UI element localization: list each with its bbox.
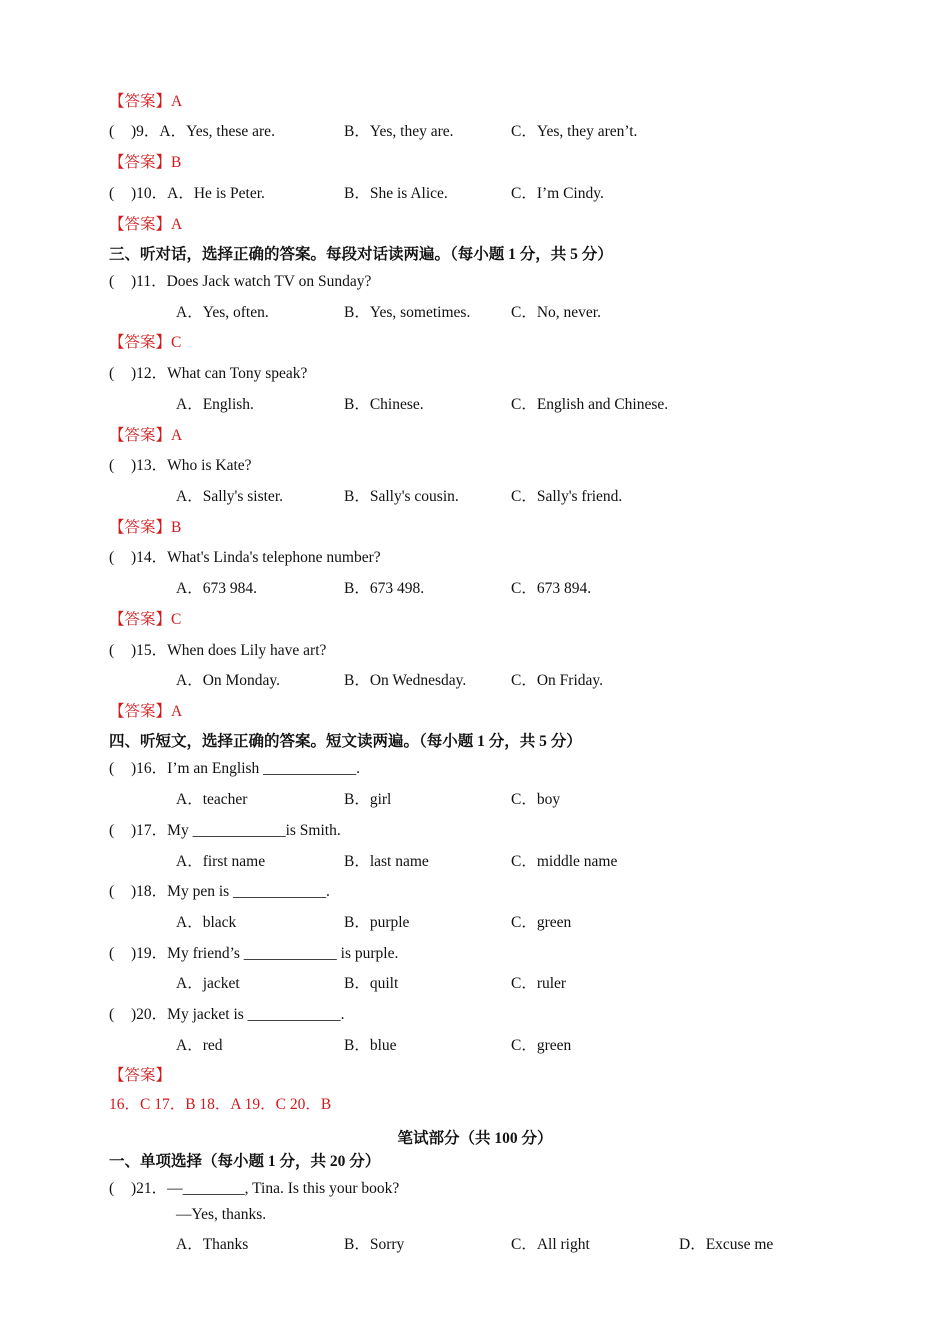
answer-13: 【答案】B <box>109 519 182 536</box>
question-12: ( )12．What can Tony speak? <box>109 365 308 382</box>
answer-16-20-label: 【答案】 <box>109 1067 172 1084</box>
question-18: ( )18．My pen is ____________. <box>109 883 330 900</box>
answer-11: 【答案】C <box>109 334 182 351</box>
answer-10: 【答案】A <box>109 216 183 233</box>
answer-8: 【答案】A <box>109 93 183 110</box>
question-15: ( )15．When does Lily have art? <box>109 642 327 659</box>
question-21-reply: —Yes, thanks. <box>176 1206 267 1223</box>
part-1-heading: 一、单项选择（每小题 1 分，共 20 分） <box>109 1153 381 1170</box>
question-16: ( )16．I’m an English ____________. <box>109 760 361 777</box>
question-21: ( )21．—________, Tina. Is this your book? <box>109 1180 400 1197</box>
question-13: ( )13．Who is Kate? <box>109 457 252 474</box>
answer-14: 【答案】C <box>109 611 182 628</box>
question-19: ( )19．My friend’s ____________ is purple. <box>109 945 399 962</box>
answer-12: 【答案】A <box>109 427 183 444</box>
question-20: ( )20．My jacket is ____________. <box>109 1006 345 1023</box>
question-14: ( )14．What's Linda's telephone number? <box>109 549 381 566</box>
question-10: ( )10．A．He is Peter. B．She is Alice. C．I’m Cindy. <box>109 185 604 202</box>
answer-16-20: 16．C 17．B 18．A 19．C 20．B <box>109 1096 332 1113</box>
written-part-title: 笔试部分（共 100 分） <box>397 1130 553 1147</box>
section-3-heading: 三、听对话，选择正确的答案。每段对话读两遍。（每小题 1 分，共 5 分） <box>109 246 613 263</box>
answer-9: 【答案】B <box>109 154 182 171</box>
exam-page: 【答案】A ( )9．A．Yes, these are. B．Yes, they are. C．Yes, they aren’t. 【答案】B ( )10．A．He is Peter. B．She is Alice. C．I’m Cindy. 【答案】A 三、听对话，选择正确的答案。每段对话读两遍。（每小题 1 分，共 5 分） ( )11．Does Jack watch TV on Sunday? A．Yes, often. B．Yes, sometimes. C．No, never. 【答案】C ( )12．What can Tony speak? A．English. B．Chinese. C．English and Chinese. 【答案】A ( )13．Who is Kate? A．Sally's sister. B．Sally's cousin. C．Sally's friend. 【答案】B ( )14．What's Linda's telephone number? A．673 984. B．673 498. C．673 894. 【答案】C ( )15．When does Lily have art? A．On Monday. B．On Wednesday. C．On Friday. 【答案】A 四、听短文，选择正确的答案。短文读两遍。（每小题 1 分，共 5 分） ( )16．I’m an English ____________. A．teacher B．girl C．boy ( )17．My ____________is Smith. A．first name B．last name C．middle name ( )18．My pen is ____________. A．black B．purple C．green ( )19．My friend’s ____________ is purple. A．jacket B．quilt C．ruler ( )20．My jacket is ____________. A．red B．blue C．green 【答案】 16．C 17．B 18．A 19．C 20．B 笔试部分（共 100 分） 一、单项选择（每小题 1 分，共 20 分） ( )21．—________, Tina. Is this your book? —Yes, thanks. A．Thanks B．Sorry C．All right D．Excuse me <box>0 0 950 1344</box>
question-9: ( )9．A．Yes, these are. B．Yes, they are. C．Yes, they aren’t. <box>109 123 638 140</box>
question-17: ( )17．My ____________is Smith. <box>109 822 341 839</box>
section-4-heading: 四、听短文，选择正确的答案。短文读两遍。（每小题 1 分，共 5 分） <box>109 733 582 750</box>
question-11: ( )11．Does Jack watch TV on Sunday? <box>109 273 372 290</box>
answer-15: 【答案】A <box>109 703 183 720</box>
